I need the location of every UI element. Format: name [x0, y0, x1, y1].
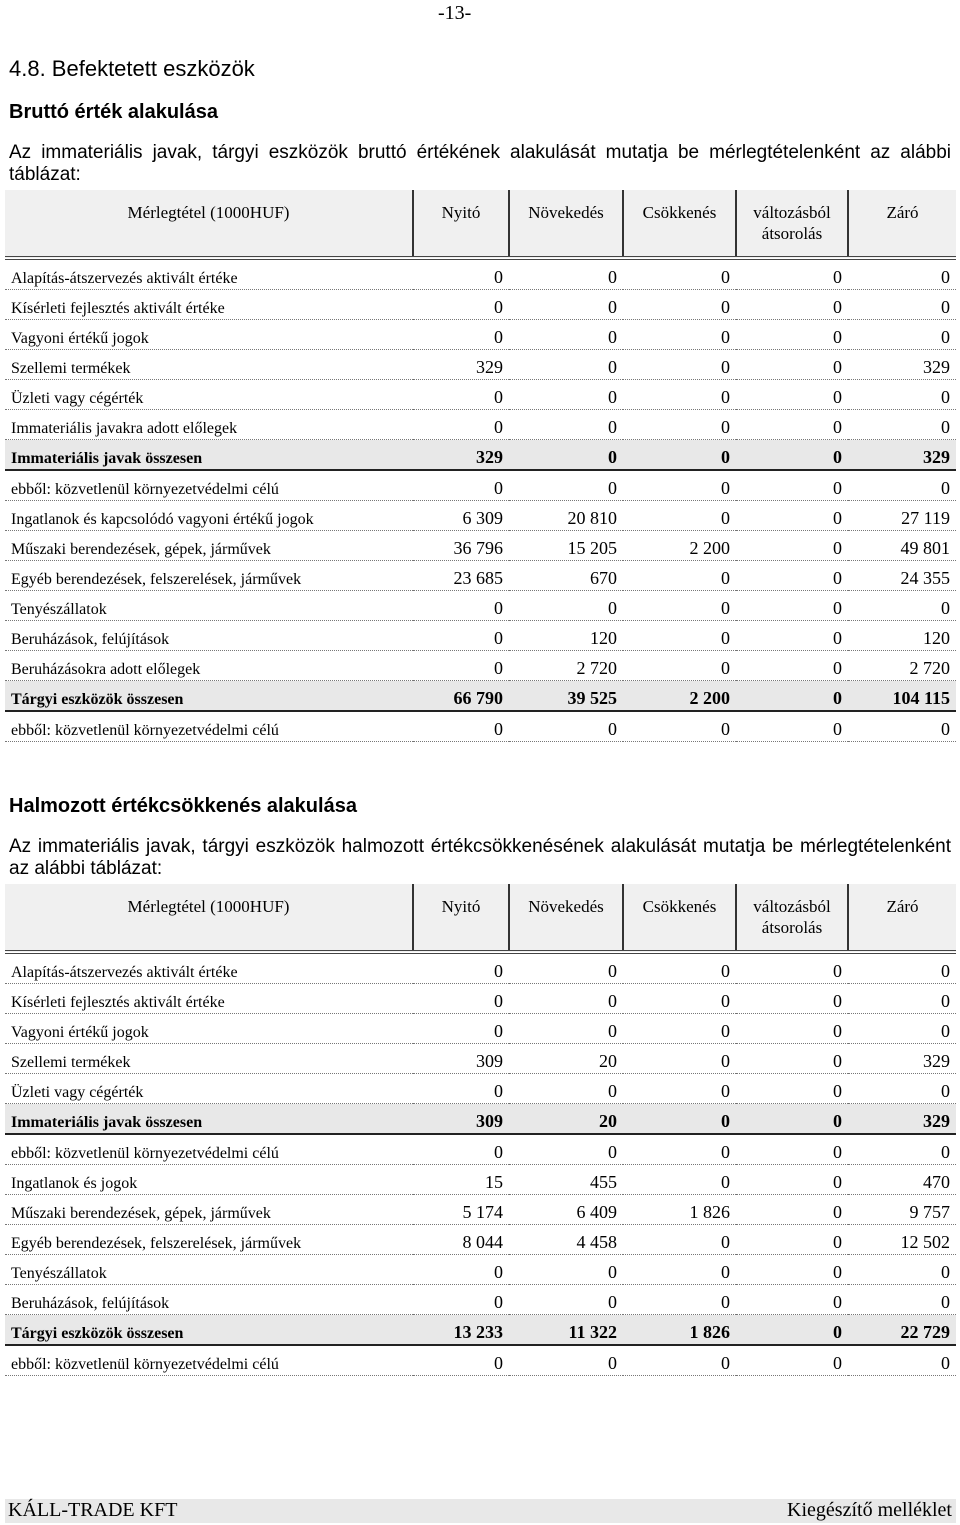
- cell-value: 12 502: [848, 1225, 956, 1255]
- table-row: [5, 380, 956, 410]
- cell-value: 0: [413, 470, 509, 501]
- cell-value: 0: [736, 410, 848, 440]
- row-label: Műszaki berendezések, gépek, járművek: [5, 1195, 413, 1225]
- table-row: [5, 1074, 956, 1104]
- table-row: [5, 290, 956, 320]
- cell-value: 1 826: [623, 1315, 736, 1346]
- cell-value: 0: [736, 470, 848, 501]
- cell-value: 309: [413, 1044, 509, 1074]
- gross-title: Bruttó érték alakulása: [9, 101, 218, 123]
- cell-value: 0: [623, 410, 736, 440]
- table-row: [5, 258, 956, 290]
- cell-value: 120: [509, 621, 623, 651]
- cell-value: 0: [736, 290, 848, 320]
- cell-value: 0: [848, 1345, 956, 1376]
- row-label: Üzleti vagy cégérték: [5, 380, 413, 410]
- column-header: Záró: [848, 190, 956, 258]
- cell-value: 0: [848, 984, 956, 1014]
- cell-value: 329: [848, 350, 956, 380]
- cell-value: 0: [509, 440, 623, 471]
- cell-value: 329: [413, 350, 509, 380]
- table-row: [5, 350, 956, 380]
- cell-value: 22 729: [848, 1315, 956, 1346]
- cell-value: 0: [509, 1285, 623, 1315]
- cell-value: 670: [509, 561, 623, 591]
- cell-value: 0: [736, 1014, 848, 1044]
- cell-value: 0: [736, 1104, 848, 1135]
- cell-value: 0: [736, 1134, 848, 1165]
- cell-value: 0: [736, 320, 848, 350]
- cell-value: 0: [413, 591, 509, 621]
- cell-value: 0: [623, 440, 736, 471]
- table-row: [5, 1345, 956, 1376]
- cell-value: 0: [413, 290, 509, 320]
- cell-value: 0: [736, 258, 848, 290]
- cell-value: 0: [509, 410, 623, 440]
- row-label: Vagyoni értékű jogok: [5, 320, 413, 350]
- cell-value: 0: [413, 1255, 509, 1285]
- cell-value: 470: [848, 1165, 956, 1195]
- cell-value: 0: [623, 1074, 736, 1104]
- cell-value: 0: [413, 320, 509, 350]
- table-row: [5, 410, 956, 440]
- cell-value: 0: [413, 380, 509, 410]
- cell-value: 0: [413, 410, 509, 440]
- accumulated-title: Halmozott értékcsökkenés alakulása: [9, 795, 357, 817]
- row-label: ebből: közvetlenül környezetvédelmi célú: [5, 1345, 413, 1376]
- row-label: Kísérleti fejlesztés aktivált értéke: [5, 984, 413, 1014]
- cell-value: 0: [509, 1255, 623, 1285]
- cell-value: 0: [736, 1074, 848, 1104]
- cell-value: 0: [736, 591, 848, 621]
- cell-value: 0: [848, 1074, 956, 1104]
- cell-value: 0: [736, 380, 848, 410]
- cell-value: 0: [736, 1345, 848, 1376]
- section-title: 4.8. Befektetett eszközök: [9, 56, 255, 81]
- row-label: Immateriális javak összesen: [5, 1104, 413, 1135]
- cell-value: 4 458: [509, 1225, 623, 1255]
- cell-value: 0: [848, 1255, 956, 1285]
- table-row: [5, 531, 956, 561]
- cell-value: 0: [848, 410, 956, 440]
- cell-value: 2 200: [623, 531, 736, 561]
- cell-value: 0: [623, 350, 736, 380]
- cell-value: 9 757: [848, 1195, 956, 1225]
- cell-value: 329: [848, 440, 956, 471]
- cell-value: 0: [509, 350, 623, 380]
- cell-value: 0: [848, 320, 956, 350]
- row-label: Vagyoni értékű jogok: [5, 1014, 413, 1044]
- row-label: Alapítás-átszervezés aktivált értéke: [5, 952, 413, 984]
- cell-value: 0: [623, 984, 736, 1014]
- cell-value: 5 174: [413, 1195, 509, 1225]
- cell-value: 0: [848, 470, 956, 501]
- row-label: Ingatlanok és kapcsolódó vagyoni értékű jogok: [5, 501, 413, 531]
- cell-value: 0: [623, 1104, 736, 1135]
- row-label: ebből: közvetlenül környezetvédelmi célú: [5, 1134, 413, 1165]
- row-label: Beruházásokra adott előlegek: [5, 651, 413, 681]
- cell-value: 0: [509, 470, 623, 501]
- cell-value: 0: [623, 501, 736, 531]
- cell-value: 20: [509, 1044, 623, 1074]
- cell-value: 66 790: [413, 681, 509, 712]
- row-label: Immateriális javak összesen: [5, 440, 413, 471]
- cell-value: 23 685: [413, 561, 509, 591]
- cell-value: 0: [413, 984, 509, 1014]
- cell-value: 329: [413, 440, 509, 471]
- cell-value: 0: [848, 380, 956, 410]
- column-header: Csökkenés: [623, 884, 736, 952]
- cell-value: 0: [848, 1285, 956, 1315]
- cell-value: 0: [623, 1225, 736, 1255]
- table-total-row: [5, 440, 956, 471]
- cell-value: 0: [623, 952, 736, 984]
- cell-value: 2 200: [623, 681, 736, 712]
- cell-value: 1 826: [623, 1195, 736, 1225]
- cell-value: 0: [623, 561, 736, 591]
- cell-value: 0: [736, 440, 848, 471]
- cell-value: 0: [848, 258, 956, 290]
- column-header: változásból átsorolás: [736, 190, 848, 258]
- column-header: Mérlegtétel (1000HUF): [5, 884, 413, 952]
- cell-value: 309: [413, 1104, 509, 1135]
- cell-value: 0: [413, 1014, 509, 1044]
- gross-value-table: [5, 190, 956, 742]
- row-label: ebből: közvetlenül környezetvédelmi célú: [5, 711, 413, 742]
- row-label: Szellemi termékek: [5, 1044, 413, 1074]
- cell-value: 0: [413, 1285, 509, 1315]
- row-label: Immateriális javakra adott előlegek: [5, 410, 413, 440]
- cell-value: 0: [509, 952, 623, 984]
- column-header: Növekedés: [509, 190, 623, 258]
- cell-value: 0: [413, 952, 509, 984]
- cell-value: 0: [413, 651, 509, 681]
- cell-value: 0: [413, 1074, 509, 1104]
- cell-value: 0: [509, 320, 623, 350]
- row-label: Üzleti vagy cégérték: [5, 1074, 413, 1104]
- cell-value: 0: [509, 591, 623, 621]
- row-label: Tenyészállatok: [5, 1255, 413, 1285]
- table-row: [5, 1165, 956, 1195]
- cell-value: 0: [509, 1345, 623, 1376]
- cell-value: 0: [623, 1285, 736, 1315]
- column-header: Csökkenés: [623, 190, 736, 258]
- column-header: Növekedés: [509, 884, 623, 952]
- cell-value: 0: [509, 1074, 623, 1104]
- table-row: [5, 711, 956, 742]
- cell-value: 0: [623, 258, 736, 290]
- table-row: [5, 621, 956, 651]
- cell-value: 0: [623, 470, 736, 501]
- page-number: -13-: [438, 2, 472, 24]
- row-label: Műszaki berendezések, gépek, járművek: [5, 531, 413, 561]
- cell-value: 2 720: [509, 651, 623, 681]
- cell-value: 0: [623, 1134, 736, 1165]
- cell-value: 0: [623, 621, 736, 651]
- accumulated-depreciation-table: [5, 884, 956, 1376]
- row-label: Egyéb berendezések, felszerelések, járművek: [5, 1225, 413, 1255]
- table-row: [5, 320, 956, 350]
- table-row: [5, 1195, 956, 1225]
- cell-value: 0: [509, 258, 623, 290]
- cell-value: 11 322: [509, 1315, 623, 1346]
- row-label: Tenyészállatok: [5, 591, 413, 621]
- cell-value: 27 119: [848, 501, 956, 531]
- cell-value: 0: [623, 290, 736, 320]
- cell-value: 0: [736, 350, 848, 380]
- cell-value: 0: [848, 591, 956, 621]
- row-label: Ingatlanok és jogok: [5, 1165, 413, 1195]
- cell-value: 0: [736, 561, 848, 591]
- cell-value: 0: [413, 711, 509, 742]
- footer-company: KÁLL-TRADE KFT: [8, 1499, 178, 1521]
- cell-value: 39 525: [509, 681, 623, 712]
- table-total-row: [5, 1104, 956, 1135]
- row-label: Beruházások, felújítások: [5, 621, 413, 651]
- cell-value: 0: [848, 952, 956, 984]
- table-row: [5, 501, 956, 531]
- column-header: Záró: [848, 884, 956, 952]
- cell-value: 0: [736, 1044, 848, 1074]
- cell-value: 0: [736, 1315, 848, 1346]
- table-row: [5, 1134, 956, 1165]
- table-row: [5, 1044, 956, 1074]
- column-header: Nyitó: [413, 884, 509, 952]
- accumulated-intro: Az immateriális javak, tárgyi eszközök halmozott értékcsökkenésének alakulását mutatja be mérlegtételenként az alábbi táblázat:: [9, 836, 951, 879]
- cell-value: 0: [623, 1014, 736, 1044]
- cell-value: 120: [848, 621, 956, 651]
- cell-value: 0: [413, 1134, 509, 1165]
- cell-value: 0: [736, 1165, 848, 1195]
- cell-value: 36 796: [413, 531, 509, 561]
- cell-value: 20: [509, 1104, 623, 1135]
- cell-value: 15: [413, 1165, 509, 1195]
- cell-value: 0: [736, 1285, 848, 1315]
- cell-value: 20 810: [509, 501, 623, 531]
- table-total-row: [5, 681, 956, 712]
- cell-value: 0: [509, 1134, 623, 1165]
- cell-value: 0: [736, 651, 848, 681]
- cell-value: 0: [509, 1014, 623, 1044]
- cell-value: 0: [736, 501, 848, 531]
- cell-value: 0: [509, 984, 623, 1014]
- cell-value: 0: [736, 711, 848, 742]
- cell-value: 0: [736, 1195, 848, 1225]
- cell-value: 0: [623, 1345, 736, 1376]
- row-label: Alapítás-átszervezés aktivált értéke: [5, 258, 413, 290]
- table-row: [5, 952, 956, 984]
- table-row: [5, 561, 956, 591]
- cell-value: 6 309: [413, 501, 509, 531]
- cell-value: 0: [848, 290, 956, 320]
- cell-value: 0: [413, 621, 509, 651]
- table-row: [5, 984, 956, 1014]
- cell-value: 0: [413, 258, 509, 290]
- cell-value: 0: [736, 681, 848, 712]
- cell-value: 0: [509, 711, 623, 742]
- cell-value: 2 720: [848, 651, 956, 681]
- cell-value: 0: [623, 1165, 736, 1195]
- table-row: [5, 470, 956, 501]
- table-row: [5, 1225, 956, 1255]
- table-row: [5, 1255, 956, 1285]
- cell-value: 24 355: [848, 561, 956, 591]
- column-header: Mérlegtétel (1000HUF): [5, 190, 413, 258]
- cell-value: 0: [736, 531, 848, 561]
- cell-value: 6 409: [509, 1195, 623, 1225]
- cell-value: 0: [736, 984, 848, 1014]
- cell-value: 15 205: [509, 531, 623, 561]
- cell-value: 0: [736, 1225, 848, 1255]
- cell-value: 329: [848, 1044, 956, 1074]
- cell-value: 8 044: [413, 1225, 509, 1255]
- cell-value: 329: [848, 1104, 956, 1135]
- cell-value: 0: [413, 1345, 509, 1376]
- gross-intro: Az immateriális javak, tárgyi eszközök bruttó értékének alakulását mutatja be mérlegtételenként az alábbi táblázat:: [9, 142, 951, 185]
- cell-value: 49 801: [848, 531, 956, 561]
- cell-value: 0: [848, 711, 956, 742]
- cell-value: 0: [736, 1255, 848, 1285]
- cell-value: 104 115: [848, 681, 956, 712]
- table-total-row: [5, 1315, 956, 1346]
- row-label: Beruházások, felújítások: [5, 1285, 413, 1315]
- cell-value: 0: [736, 952, 848, 984]
- table-row: [5, 1285, 956, 1315]
- cell-value: 0: [623, 711, 736, 742]
- table-row: [5, 591, 956, 621]
- row-label: ebből: közvetlenül környezetvédelmi célú: [5, 470, 413, 501]
- cell-value: 0: [848, 1014, 956, 1044]
- page-footer: [5, 1499, 956, 1523]
- column-header: változásból átsorolás: [736, 884, 848, 952]
- cell-value: 455: [509, 1165, 623, 1195]
- table-row: [5, 1014, 956, 1044]
- row-label: Egyéb berendezések, felszerelések, járművek: [5, 561, 413, 591]
- cell-value: 0: [623, 651, 736, 681]
- row-label: Kísérleti fejlesztés aktivált értéke: [5, 290, 413, 320]
- cell-value: 0: [623, 380, 736, 410]
- cell-value: 0: [736, 621, 848, 651]
- cell-value: 0: [509, 380, 623, 410]
- cell-value: 0: [623, 1044, 736, 1074]
- cell-value: 0: [623, 1255, 736, 1285]
- cell-value: 0: [623, 591, 736, 621]
- table-row: [5, 651, 956, 681]
- row-label: Szellemi termékek: [5, 350, 413, 380]
- footer-label: Kiegészítő melléklet: [787, 1499, 952, 1521]
- column-header: Nyitó: [413, 190, 509, 258]
- row-label: Tárgyi eszközök összesen: [5, 1315, 413, 1346]
- cell-value: 0: [848, 1134, 956, 1165]
- cell-value: 13 233: [413, 1315, 509, 1346]
- cell-value: 0: [623, 320, 736, 350]
- row-label: Tárgyi eszközök összesen: [5, 681, 413, 712]
- cell-value: 0: [509, 290, 623, 320]
